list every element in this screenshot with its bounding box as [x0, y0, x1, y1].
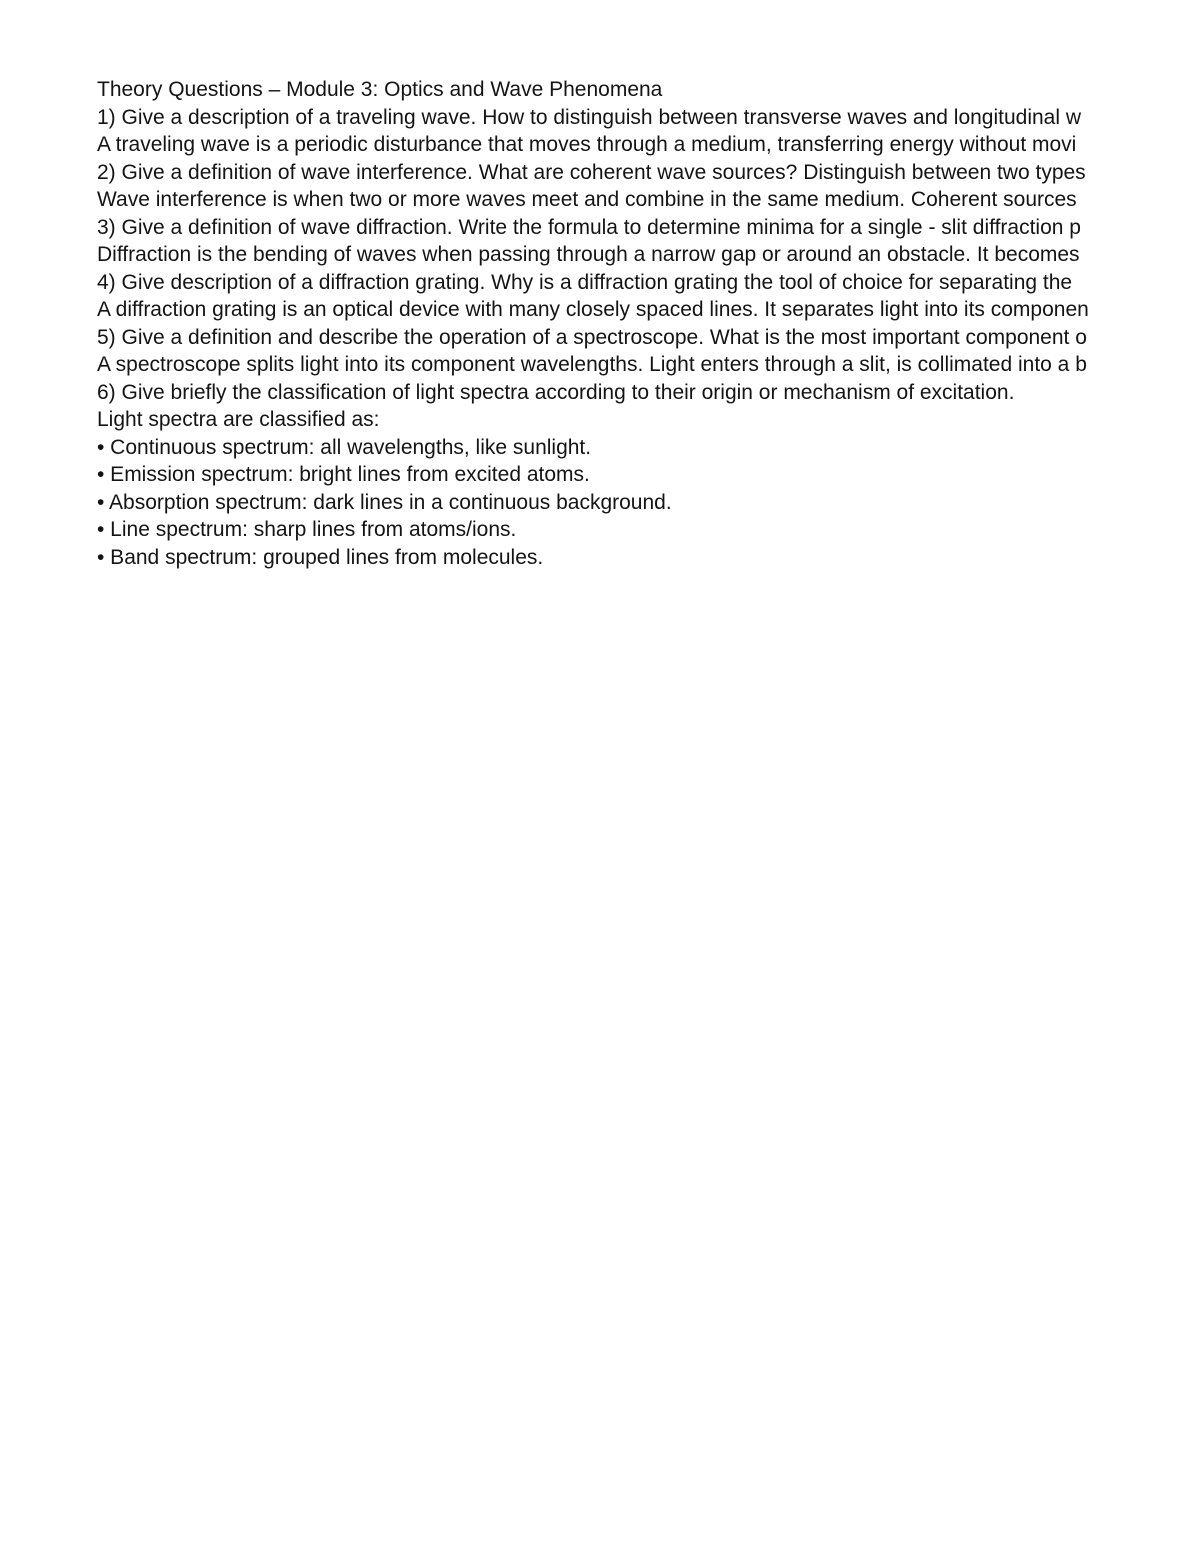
document-body	[97, 76, 1200, 571]
answer-2: Wave interference is when two or more waves meet and combine in the same medium. Coherent sources	[97, 188, 1077, 211]
question-4: 4) Give description of a diffraction grating. Why is a diffraction grating the tool of choice for separating the	[97, 270, 1073, 294]
list-item-line: • Line spectrum: sharp lines from atoms/ions.	[97, 518, 517, 541]
answer-5: A spectroscope splits light into its component wavelengths. Light enters through a slit, is collimated into a b	[97, 353, 1087, 376]
answer-3: Diffraction is the bending of waves when passing through a narrow gap or around an obstacle. It becomes	[97, 243, 1080, 266]
question-5: 5) Give a definition and describe the operation of a spectroscope. What is the most important component o	[97, 325, 1087, 349]
list-item-absorption: • Absorption spectrum: dark lines in a continuous background.	[97, 490, 672, 514]
answer-4: A diffraction grating is an optical device with many closely spaced lines. It separates light into its componen	[97, 298, 1089, 321]
list-item-continuous: • Continuous spectrum: all wavelengths, like sunlight.	[97, 435, 592, 459]
question-3: 3) Give a definition of wave diffraction. Write the formula to determine minima for a single - slit diffraction p	[97, 215, 1081, 239]
question-2: 2) Give a definition of wave interference. What are coherent wave sources? Distinguish between two types	[97, 160, 1086, 184]
list-item-emission: • Emission spectrum: bright lines from excited atoms.	[97, 463, 590, 486]
list-item-band: • Band spectrum: grouped lines from molecules.	[97, 545, 544, 569]
answer-6-intro: Light spectra are classified as:	[97, 408, 380, 431]
answer-1: A traveling wave is a periodic disturbance that moves through a medium, transferring energy without movi	[97, 133, 1077, 156]
question-1: 1) Give a description of a traveling wave. How to distinguish between transverse waves and longitudinal w	[97, 105, 1082, 129]
document-title: Theory Questions – Module 3: Optics and Wave Phenomena	[97, 78, 663, 101]
question-6: 6) Give briefly the classification of light spectra according to their origin or mechanism of excitation.	[97, 380, 1015, 404]
